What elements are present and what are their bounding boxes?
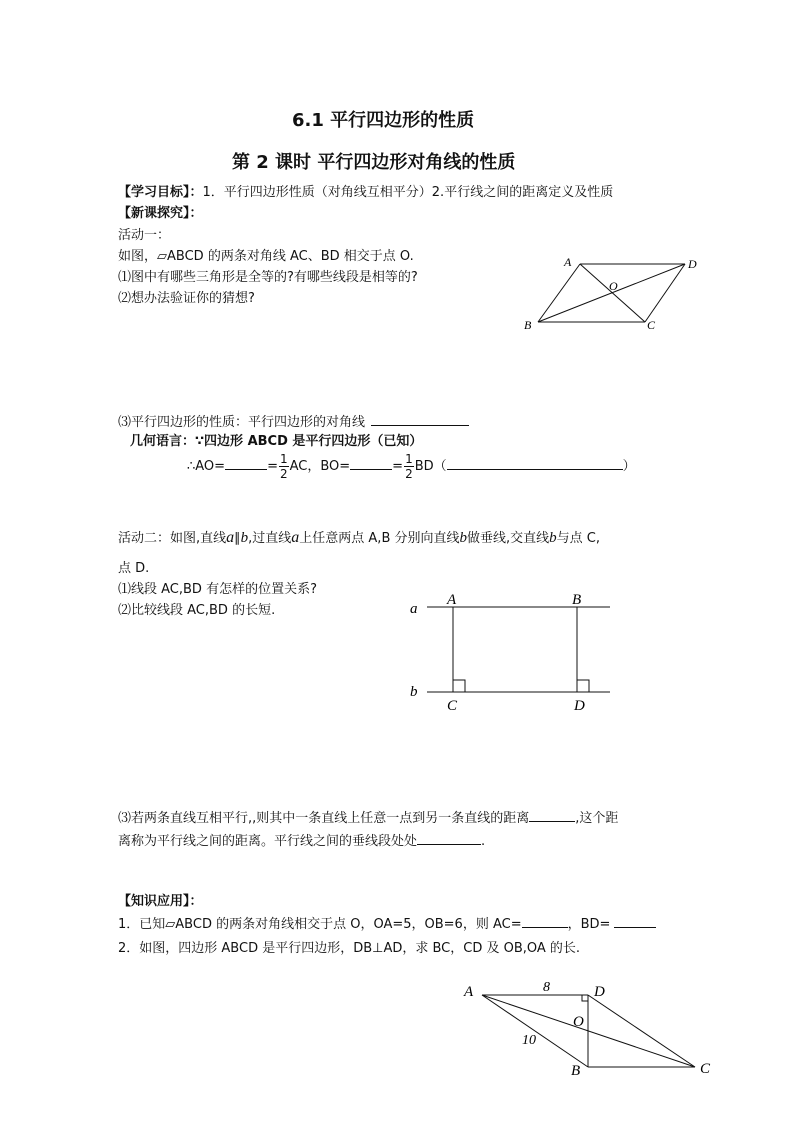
problem-1-mid: ，BD= xyxy=(567,917,611,932)
label-o: O xyxy=(609,279,618,293)
learning-goals-text: 1．平行四边形性质（对角线互相平分）2.平行线之间的距离定义及性质 xyxy=(202,185,614,200)
problem-1-prefix: 1．已知 xyxy=(118,917,166,932)
label-b: B xyxy=(572,592,582,608)
fraction-numerator: 1 xyxy=(405,452,413,466)
parallel-lines-figure xyxy=(405,588,620,716)
label-o: O xyxy=(573,1014,584,1030)
activity1-intro-rest: ABCD 的两条对角线 AC、BD 相交于点 O. xyxy=(167,249,414,264)
label-a: A xyxy=(464,984,474,1000)
label-d: D xyxy=(594,984,605,1000)
answer-blank[interactable] xyxy=(350,457,392,470)
activity1-question-2: ⑵想办法验证你的猜想? xyxy=(118,291,255,306)
formula-line xyxy=(187,452,636,481)
formula-bd: BD（ xyxy=(414,459,447,474)
formula-therefore: ∴AO= xyxy=(187,459,226,474)
application-problem-1 xyxy=(118,913,656,932)
geometry-language: 几何语言：∵四边形 ABCD 是平行四边形（已知） xyxy=(130,434,423,449)
fraction-half xyxy=(279,452,289,481)
problem-1-text: ABCD 的两条对角线相交于点 O，OA=5，OB=6，则 AC= xyxy=(175,917,522,932)
activity1-question-3-text: ⑶平行四边形的性质：平行四边形的对角线 xyxy=(118,415,366,430)
activity2-text-a: 活动二：如图,直线 xyxy=(118,531,227,546)
formula-ac: AC，BO= xyxy=(289,459,351,474)
activity2-line-1 xyxy=(118,527,600,547)
var-b: b xyxy=(240,530,249,546)
parallelogram-symbol: ▱ xyxy=(157,249,168,264)
label-d: D xyxy=(574,698,585,714)
activity1-heading: 活动一： xyxy=(118,228,171,243)
activity2-line-2: 点 D. xyxy=(118,561,150,576)
answer-blank[interactable] xyxy=(371,413,469,426)
learning-goals-label: 【学习目标】： xyxy=(118,185,203,200)
reason-blank[interactable] xyxy=(447,457,623,470)
activity2-text-c: 上任意两点 A,B 分别向直线 xyxy=(299,531,460,546)
new-lesson-label: 【新课探究】： xyxy=(118,206,203,221)
answer-blank[interactable] xyxy=(529,809,575,822)
application-label: 【知识应用】： xyxy=(118,894,203,909)
answer-blank[interactable] xyxy=(614,915,656,928)
parallelogram-symbol: ▱ xyxy=(165,917,176,932)
label-line-a: a xyxy=(410,601,418,617)
parallelogram-figure-2 xyxy=(455,975,725,1083)
side-dc xyxy=(588,995,695,1067)
length-ab: 10 xyxy=(522,1033,536,1048)
activity2-question-3-line-1 xyxy=(118,807,618,826)
side-dc xyxy=(645,264,685,322)
label-b: B xyxy=(524,318,532,332)
activity2-question-1: ⑴线段 AC,BD 有怎样的位置关系? xyxy=(118,582,317,597)
fraction-half xyxy=(404,452,414,481)
var-b: b xyxy=(549,530,557,546)
answer-blank[interactable] xyxy=(417,832,481,845)
page-title: 6.1 平行四边形的性质 xyxy=(292,110,475,131)
fraction-denominator: 2 xyxy=(279,467,288,481)
activity1-question-3 xyxy=(118,411,469,430)
label-line-b: b xyxy=(410,684,418,700)
diagonal-bd xyxy=(538,264,685,322)
activity1-intro xyxy=(118,245,414,264)
page-subtitle: 第 2 课时 平行四边形对角线的性质 xyxy=(232,152,516,173)
label-a: A xyxy=(564,255,572,269)
length-ad: 8 xyxy=(543,980,550,995)
side-ba xyxy=(482,995,588,1067)
fraction-numerator: 1 xyxy=(279,452,288,466)
right-angle-mark-d xyxy=(582,995,588,1001)
activity1-question-1: ⑴图中有哪些三角形是全等的?有哪些线段是相等的? xyxy=(118,270,418,285)
label-c: C xyxy=(700,1061,711,1077)
activity2-text-e: 与点 C, xyxy=(556,531,600,546)
right-angle-mark-c xyxy=(453,680,465,692)
label-a: A xyxy=(447,592,457,608)
activity2-q3-text-b: ,这个距 xyxy=(575,811,619,826)
fraction-denominator: 2 xyxy=(405,467,413,481)
formula-close: ） xyxy=(622,459,636,474)
label-d: D xyxy=(688,257,697,271)
activity2-question-2: ⑵比较线段 AC,BD 的长短. xyxy=(118,603,276,618)
label-b: B xyxy=(571,1063,581,1079)
answer-blank[interactable] xyxy=(225,457,267,470)
var-a: a xyxy=(226,529,235,546)
activity2-q3-text-a: ⑶若两条直线互相平行,,则其中一条直线上任意一点到另一条直线的距离 xyxy=(118,811,530,826)
activity2-text-b: ,过直线 xyxy=(248,531,292,546)
activity2-question-3-line-2 xyxy=(118,830,485,849)
activity2-text-d: 做垂线,交直线 xyxy=(467,531,550,546)
formula-eq: = xyxy=(392,459,404,474)
activity2-q3-text-c: 离称为平行线之间的距离。平行线之间的垂线段处处 xyxy=(118,834,418,849)
right-angle-mark-d xyxy=(577,680,589,692)
learning-goals xyxy=(118,181,613,200)
var-b: b xyxy=(459,530,467,546)
parallelogram-figure-1 xyxy=(520,252,710,334)
parallel-symbol: ∥ xyxy=(234,531,241,546)
formula-eq: = xyxy=(267,459,278,474)
activity1-intro-prefix: 如图， xyxy=(118,249,158,264)
label-c: C xyxy=(447,698,458,714)
activity2-q3-text-d: . xyxy=(481,834,486,849)
answer-blank[interactable] xyxy=(522,915,568,928)
label-c: C xyxy=(647,318,656,332)
var-a: a xyxy=(291,529,300,546)
application-problem-2: 2．如图，四边形 ABCD 是平行四边形，DB⊥AD，求 BC，CD 及 OB,OA 的长. xyxy=(118,941,581,956)
